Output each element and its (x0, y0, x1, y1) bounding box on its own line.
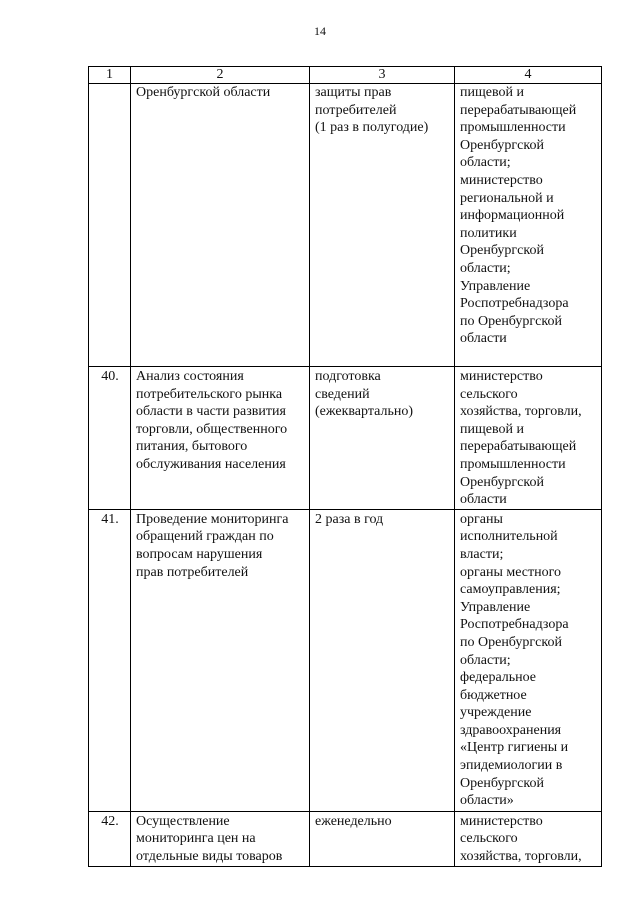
table-row (89, 84, 602, 367)
measure-cell: Оренбургской области (131, 84, 310, 367)
measure-cell: Анализ состояния потребительского рынка области в части развития торговли, общественного питания, бытового обслуживания населения (131, 367, 310, 510)
table-header-row (89, 67, 602, 84)
period-cell: 2 раза в год (310, 509, 455, 811)
responsible-cell: министерство сельского хозяйства, торговли, (455, 811, 602, 866)
row-number (89, 84, 131, 367)
page-number: 14 (314, 24, 326, 38)
row-number: 41. (89, 509, 131, 811)
table-row (89, 367, 602, 510)
table-row (89, 811, 602, 866)
row-number: 42. (89, 811, 131, 866)
period-cell: подготовка сведений (ежеквартально) (310, 367, 455, 510)
responsible-cell: министерство сельского хозяйства, торговли, пищевой и перерабатывающей промышленности Оренбургской области (455, 367, 602, 510)
column-header-measure: 2 (131, 67, 310, 84)
plan-table (88, 66, 602, 867)
measure-cell: Проведение мониторинга обращений граждан по вопросам нарушения прав потребителей (131, 509, 310, 811)
table-row (89, 509, 602, 811)
responsible-cell: пищевой и перерабатывающей промышленности Оренбургской области; министерство региональной и информационной политики Оренбургской области; Управление Роспотребнадзора по Оренбургской области (455, 84, 602, 367)
responsible-cell: органы исполнительной власти; органы местного самоуправления; Управление Роспотребнадзора по Оренбургской области; федеральное бюджетное учреждение здравоохранения «Центр гигиены и эпидемиологии в Оренбургской области» (455, 509, 602, 811)
measure-cell: Осуществление мониторинга цен на отдельные виды товаров (131, 811, 310, 866)
period-cell: защиты прав потребителей (1 раз в полугодие) (310, 84, 455, 367)
column-header-period: 3 (310, 67, 455, 84)
row-number: 40. (89, 367, 131, 510)
period-cell: еженедельно (310, 811, 455, 866)
column-header-responsible: 4 (455, 67, 602, 84)
column-header-number: 1 (89, 67, 131, 84)
